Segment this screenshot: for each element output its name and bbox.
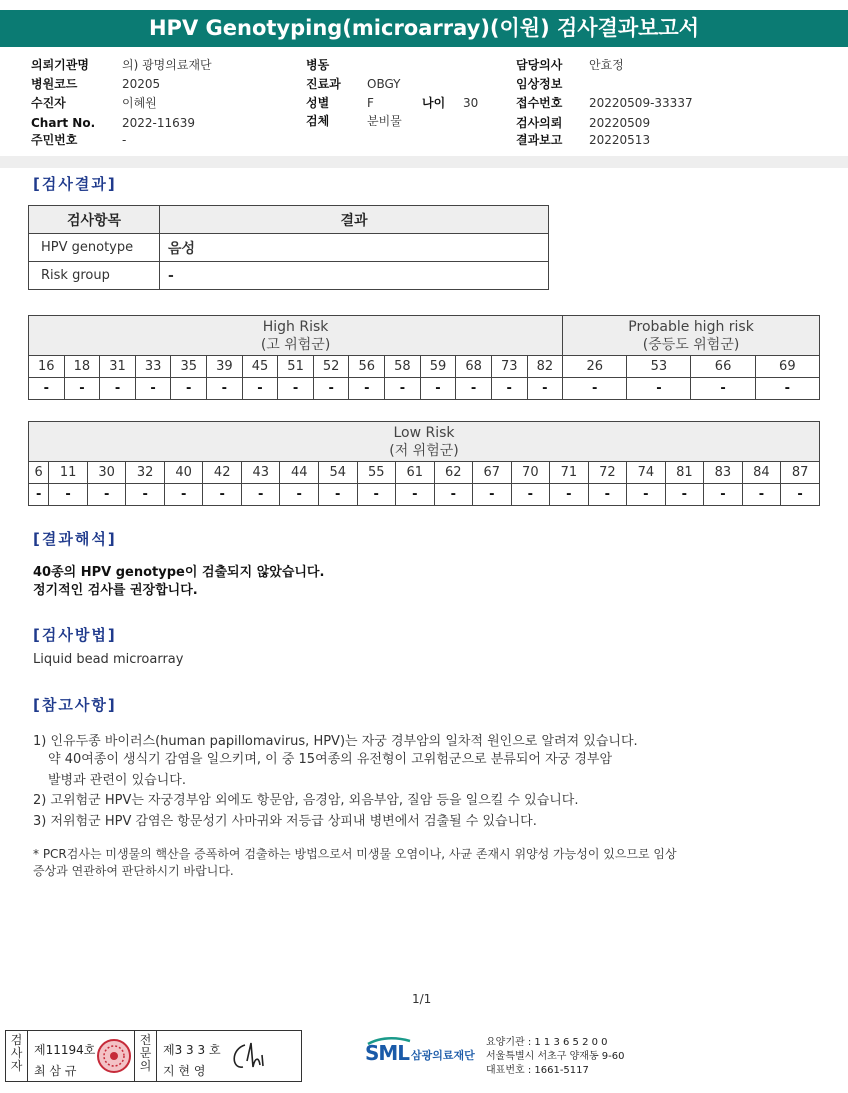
header-divider (0, 156, 848, 168)
patient-info (0, 52, 848, 167)
sex-value: F (367, 96, 374, 110)
result-item: HPV genotype (29, 234, 160, 262)
result-table (28, 205, 549, 290)
reference-line: 3) 저위험군 HPV 감염은 항문성기 사마귀와 저등급 상피내 병변에서 검출될 수 있습니다. (33, 814, 537, 829)
request-date-label: 검사의뢰 (516, 116, 563, 130)
inspector-label-char: 검 (10, 1033, 23, 1047)
low-risk-result: - (550, 484, 589, 506)
low-risk-result: - (29, 484, 49, 506)
high-risk-type: 73 (491, 356, 527, 378)
high-risk-result: - (627, 378, 691, 400)
high-risk-result: - (64, 378, 100, 400)
doctor-value: 안효정 (589, 58, 624, 72)
result-value: 음성 (160, 234, 549, 262)
doctor-label: 담당의사 (516, 58, 563, 72)
high-risk-type: 45 (242, 356, 278, 378)
note-line: 증상과 연관하여 판단하시기 바랍니다. (33, 864, 234, 878)
result-header-item: 검사항목 (29, 206, 160, 234)
interpretation-part: 이 검출되지 않았습니다. (184, 565, 325, 580)
interpretation-part: 40종의 (33, 565, 81, 580)
low-risk-type: 30 (87, 462, 126, 484)
table-row (29, 262, 549, 290)
reference-line: 약 40여종이 생식기 감염을 일으키며, 이 중 15여종의 유전형이 고위험군으로 분류되어 자궁 경부암 (48, 752, 613, 767)
page-number: 1/1 (412, 992, 432, 1006)
patient-value: 이혜원 (122, 96, 157, 110)
interpretation-line1 (33, 564, 324, 582)
high-risk-type: 26 (563, 356, 627, 378)
ward-label: 병동 (306, 58, 330, 72)
specimen-label: 검체 (306, 114, 330, 128)
low-risk-result: - (87, 484, 126, 506)
inspector-label-char: 사 (10, 1046, 23, 1060)
low-risk-result: - (588, 484, 627, 506)
resident-no-value: - (122, 133, 127, 147)
high-risk-result: - (456, 378, 492, 400)
low-risk-type: 55 (357, 462, 396, 484)
seal-icon (96, 1038, 132, 1074)
note-line: * PCR검사는 미생물의 핵산을 증폭하여 검출하는 방법으로서 미생물 오염이나, 사균 존재시 위양성 가능성이 있으므로 임상 (33, 847, 677, 861)
inspector-label (6, 1031, 28, 1081)
high-risk-result: - (349, 378, 385, 400)
low-risk-result: - (665, 484, 704, 506)
high-risk-heading (29, 316, 563, 356)
inspector-info (28, 1031, 135, 1081)
probable-risk-subtitle: (중등도 위험군) (642, 336, 740, 353)
high-risk-result: - (491, 378, 527, 400)
specialist-label-char: 문 (139, 1046, 152, 1060)
high-risk-type: 66 (691, 356, 755, 378)
high-risk-type: 39 (207, 356, 243, 378)
table-row (29, 234, 549, 262)
request-date-value: 20220509 (589, 116, 651, 130)
specialist-label (135, 1031, 157, 1081)
inspector-label-char: 자 (10, 1059, 23, 1073)
footer (0, 1025, 848, 1087)
high-risk-type: 35 (171, 356, 207, 378)
high-risk-type: 31 (100, 356, 136, 378)
low-risk-type: 62 (434, 462, 473, 484)
low-risk-subtitle: (저 위험군) (389, 442, 459, 459)
high-risk-result: - (563, 378, 627, 400)
low-risk-title: Low Risk (393, 424, 455, 441)
hospital-code-label: 병원코드 (31, 77, 78, 91)
hospital-code-value: 20205 (122, 77, 161, 91)
org-address: 서울특별시 서초구 양재동 9-60 (486, 1051, 625, 1062)
low-risk-type: 71 (550, 462, 589, 484)
low-risk-result: - (280, 484, 319, 506)
sml-logo: SML (365, 1041, 410, 1065)
high-risk-type: 56 (349, 356, 385, 378)
low-risk-result: - (241, 484, 280, 506)
inspector-number: 제11194호 (34, 1043, 96, 1057)
low-risk-result: - (126, 484, 165, 506)
low-risk-result: - (627, 484, 666, 506)
org-code: 요양기관 : 1 1 3 6 5 2 0 0 (486, 1037, 608, 1048)
specialist-label-char: 의 (139, 1059, 152, 1073)
reference-line: 2) 고위험군 HPV는 자궁경부암 외에도 항문암, 음경암, 외음부암, 질암 등을 일으킬 수 있습니다. (33, 793, 579, 808)
high-risk-result: - (313, 378, 349, 400)
high-risk-type: 53 (627, 356, 691, 378)
high-risk-result: - (171, 378, 207, 400)
institution-value: 의) 광명의료재단 (122, 58, 212, 72)
low-risk-type: 32 (126, 462, 165, 484)
report-date-label: 결과보고 (516, 133, 563, 147)
high-risk-type: 69 (755, 356, 819, 378)
low-risk-type: 6 (29, 462, 49, 484)
high-risk-type: 52 (313, 356, 349, 378)
high-risk-result: - (385, 378, 421, 400)
low-risk-result: - (49, 484, 88, 506)
specimen-value: 분비물 (367, 114, 402, 128)
high-risk-type: 33 (135, 356, 171, 378)
age-value: 30 (463, 96, 479, 110)
low-risk-result: - (396, 484, 435, 506)
high-risk-result: - (135, 378, 171, 400)
high-risk-type: 51 (278, 356, 314, 378)
low-risk-table (28, 421, 820, 506)
signature-icon (227, 1039, 267, 1073)
section-method-title: [검사방법] (33, 626, 117, 644)
low-risk-type: 11 (49, 462, 88, 484)
high-risk-table (28, 315, 820, 400)
accession-label: 접수번호 (516, 96, 563, 110)
low-risk-type: 61 (396, 462, 435, 484)
reference-line: 1) 인유두종 바이러스(human papillomavirus, HPV)는 자궁 경부암의 일차적 원인으로 알려져 있습니다. (33, 734, 638, 749)
reference-line: 발병과 관련이 있습니다. (48, 773, 186, 788)
high-risk-result: - (755, 378, 819, 400)
high-risk-result: - (527, 378, 563, 400)
interpretation-line2: 정기적인 검사를 권장합니다. (33, 583, 198, 598)
result-header-result: 결과 (160, 206, 549, 234)
high-risk-subtitle: (고 위험군) (260, 336, 331, 353)
low-risk-result: - (434, 484, 473, 506)
patient-label: 수진자 (31, 96, 66, 110)
high-risk-type: 59 (420, 356, 456, 378)
low-risk-type: 84 (742, 462, 781, 484)
low-risk-result: - (742, 484, 781, 506)
high-risk-type: 58 (385, 356, 421, 378)
section-interpretation-title: [결과해석] (33, 530, 117, 548)
result-item: Risk group (29, 262, 160, 290)
probable-risk-heading (563, 316, 820, 356)
report-date-value: 20220513 (589, 133, 651, 147)
low-risk-type: 43 (241, 462, 280, 484)
resident-no-label: 주민번호 (31, 133, 78, 147)
department-value: OBGY (367, 77, 401, 91)
org-name: 삼광의료재단 (411, 1049, 475, 1062)
high-risk-type: 18 (64, 356, 100, 378)
clinical-info-label: 임상정보 (516, 77, 563, 91)
high-risk-result: - (278, 378, 314, 400)
org-phone: 대표번호 : 1661-5117 (486, 1065, 589, 1076)
logo-swoosh-icon (366, 1037, 412, 1045)
low-risk-result: - (318, 484, 357, 506)
high-risk-title: High Risk (262, 318, 329, 335)
signature-box (5, 1030, 302, 1082)
sex-label: 성별 (306, 96, 330, 110)
institution-label: 의뢰기관명 (31, 58, 89, 72)
low-risk-type: 87 (781, 462, 820, 484)
low-risk-type: 44 (280, 462, 319, 484)
accession-value: 20220509-33337 (589, 96, 693, 110)
low-risk-result: - (203, 484, 242, 506)
low-risk-type: 54 (318, 462, 357, 484)
specialist-name: 지 현 영 (163, 1064, 206, 1078)
low-risk-type: 42 (203, 462, 242, 484)
department-label: 진료과 (306, 77, 341, 91)
high-risk-result: - (100, 378, 136, 400)
probable-risk-title: Probable high risk (628, 318, 754, 335)
low-risk-heading (29, 422, 820, 462)
high-risk-result: - (242, 378, 278, 400)
low-risk-type: 72 (588, 462, 627, 484)
report-title: HPV Genotyping(microarray)(이원) 검사결과보고서 (0, 10, 848, 47)
high-risk-type: 82 (527, 356, 563, 378)
low-risk-result: - (357, 484, 396, 506)
low-risk-type: 67 (473, 462, 512, 484)
low-risk-result: - (511, 484, 550, 506)
low-risk-type: 81 (665, 462, 704, 484)
high-risk-result: - (691, 378, 755, 400)
org-info (486, 1036, 625, 1078)
interpretation-part: HPV genotype (80, 565, 185, 580)
chart-no-value: 2022-11639 (122, 116, 196, 130)
low-risk-type: 70 (511, 462, 550, 484)
specialist-info (157, 1031, 301, 1081)
specialist-label-char: 전 (139, 1033, 152, 1047)
low-risk-type: 83 (704, 462, 743, 484)
method-text: Liquid bead microarray (33, 652, 184, 667)
low-risk-result: - (704, 484, 743, 506)
low-risk-result: - (473, 484, 512, 506)
high-risk-result: - (420, 378, 456, 400)
section-reference-title: [참고사항] (33, 696, 117, 714)
low-risk-type: 40 (164, 462, 203, 484)
chart-no-label: Chart No. (31, 116, 96, 130)
low-risk-result: - (164, 484, 203, 506)
specialist-number: 제3 3 3 호 (163, 1043, 221, 1057)
high-risk-result: - (29, 378, 65, 400)
inspector-name: 최 삼 규 (34, 1064, 77, 1078)
result-value: - (160, 262, 549, 290)
age-label: 나이 (422, 96, 446, 110)
section-result-title: [검사결과] (33, 175, 117, 193)
high-risk-type: 68 (456, 356, 492, 378)
low-risk-type: 74 (627, 462, 666, 484)
high-risk-type: 16 (29, 356, 65, 378)
low-risk-result: - (781, 484, 820, 506)
high-risk-result: - (207, 378, 243, 400)
